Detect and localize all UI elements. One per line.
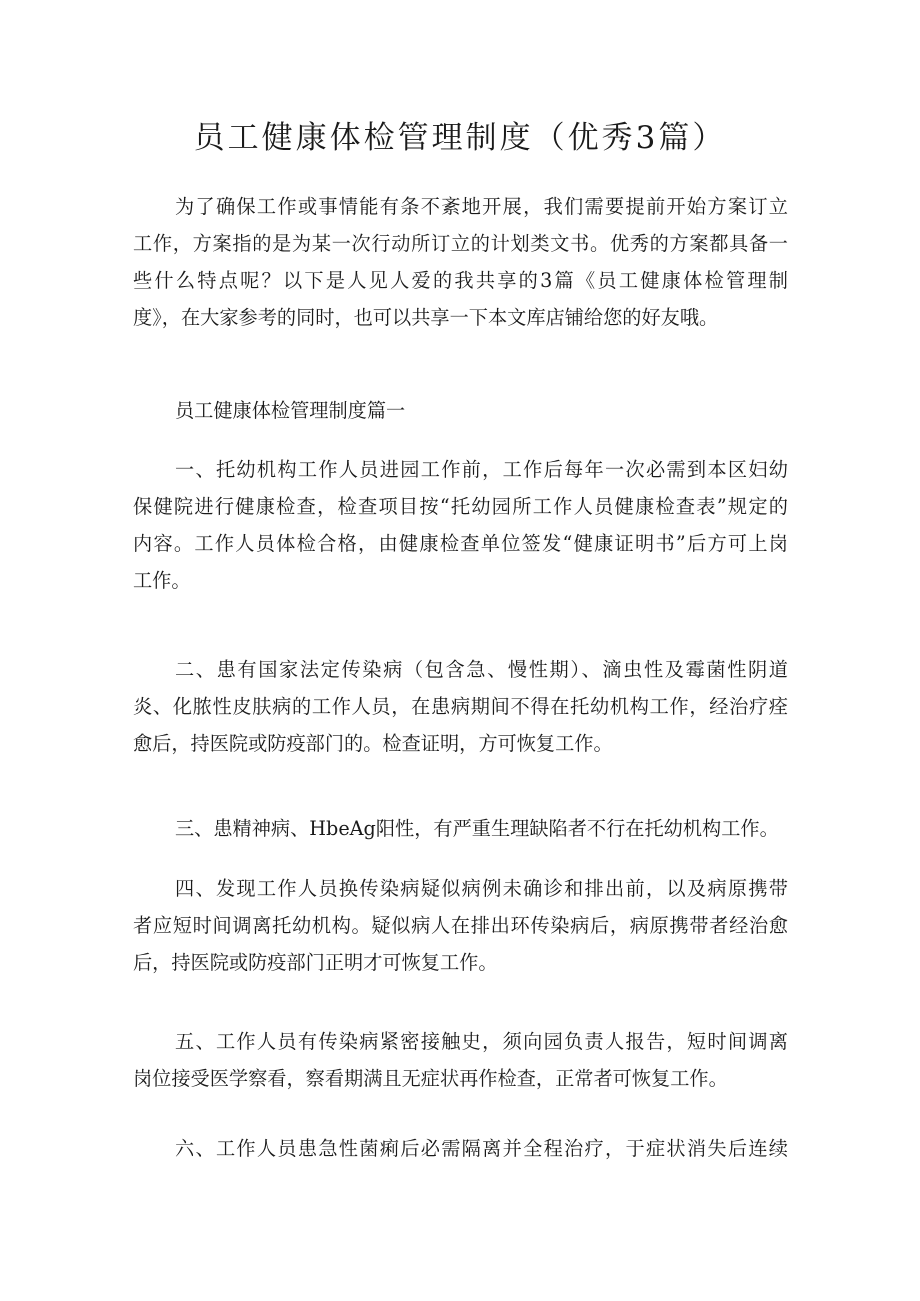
- item-line: 者应短时间调离托幼机构。疑似病人在排出环传染病后，病原携带者经治愈: [133, 914, 788, 937]
- item-paragraph-4: [133, 870, 788, 981]
- intro-paragraph: [133, 188, 788, 336]
- item-line: 三、患精神病、HbeAg阳性，有严重生理缺陷者不行在托幼机构工作。: [175, 817, 779, 840]
- intro-line: 些什么特点呢？以下是人见人爱的我共享的3篇《员工健康体检管理制: [133, 269, 788, 292]
- intro-line: 度》，在大家参考的同时，也可以共享一下本文库店铺给您的好友哦。: [133, 306, 719, 329]
- item-line: 二、患有国家法定传染病（包含急、慢性期）、滴虫性及霉菌性阴道: [175, 658, 788, 681]
- document-title: 员工健康体检管理制度（优秀3篇）: [193, 120, 727, 156]
- item-line: 六、工作人员患急性菌痢后必需隔离并全程治疗，于症状消失后连续: [175, 1137, 788, 1160]
- item-line: 内容。工作人员体检合格，由健康检查单位签发“健康证明书”后方可上岗: [133, 532, 788, 555]
- item-line: 五、工作人员有传染病紧密接触史，须向园负责人报告，短时间调离: [175, 1030, 788, 1053]
- section-heading: 员工健康体检管理制度篇一: [175, 399, 406, 422]
- item-paragraph-2: [133, 651, 788, 762]
- item-paragraph-6: [133, 1130, 788, 1167]
- item-paragraph-3: [133, 810, 788, 847]
- item-paragraph-1: [133, 451, 788, 599]
- item-line: 四、发现工作人员换传染病疑似病例未确诊和排出前，以及病原携带: [175, 877, 788, 900]
- item-line: 保健院进行健康检查，检查项目按“托幼园所工作人员健康检查表”规定的: [133, 495, 788, 518]
- item-line: 炎、化脓性皮肤病的工作人员，在患病期间不得在托幼机构工作，经治疗痊: [133, 695, 788, 718]
- item-line: 愈后，持医院或防疫部门的。检查证明，方可恢复工作。: [133, 732, 613, 755]
- item-paragraph-5: [133, 1023, 788, 1097]
- item-line: 后，持医院或防疫部门正明才可恢复工作。: [133, 951, 498, 974]
- item-line: 工作。: [133, 569, 191, 592]
- item-line: 一、托幼机构工作人员进园工作前，工作后每年一次必需到本区妇幼: [175, 458, 788, 481]
- intro-line: 工作，方案指的是为某一次行动所订立的计划类文书。优秀的方案都具备一: [133, 232, 788, 255]
- item-line: 岗位接受医学察看，察看期满且无症状再作检查，正常者可恢复工作。: [133, 1067, 728, 1090]
- intro-line: 为了确保工作或事情能有条不紊地开展，我们需要提前开始方案订立: [175, 195, 788, 218]
